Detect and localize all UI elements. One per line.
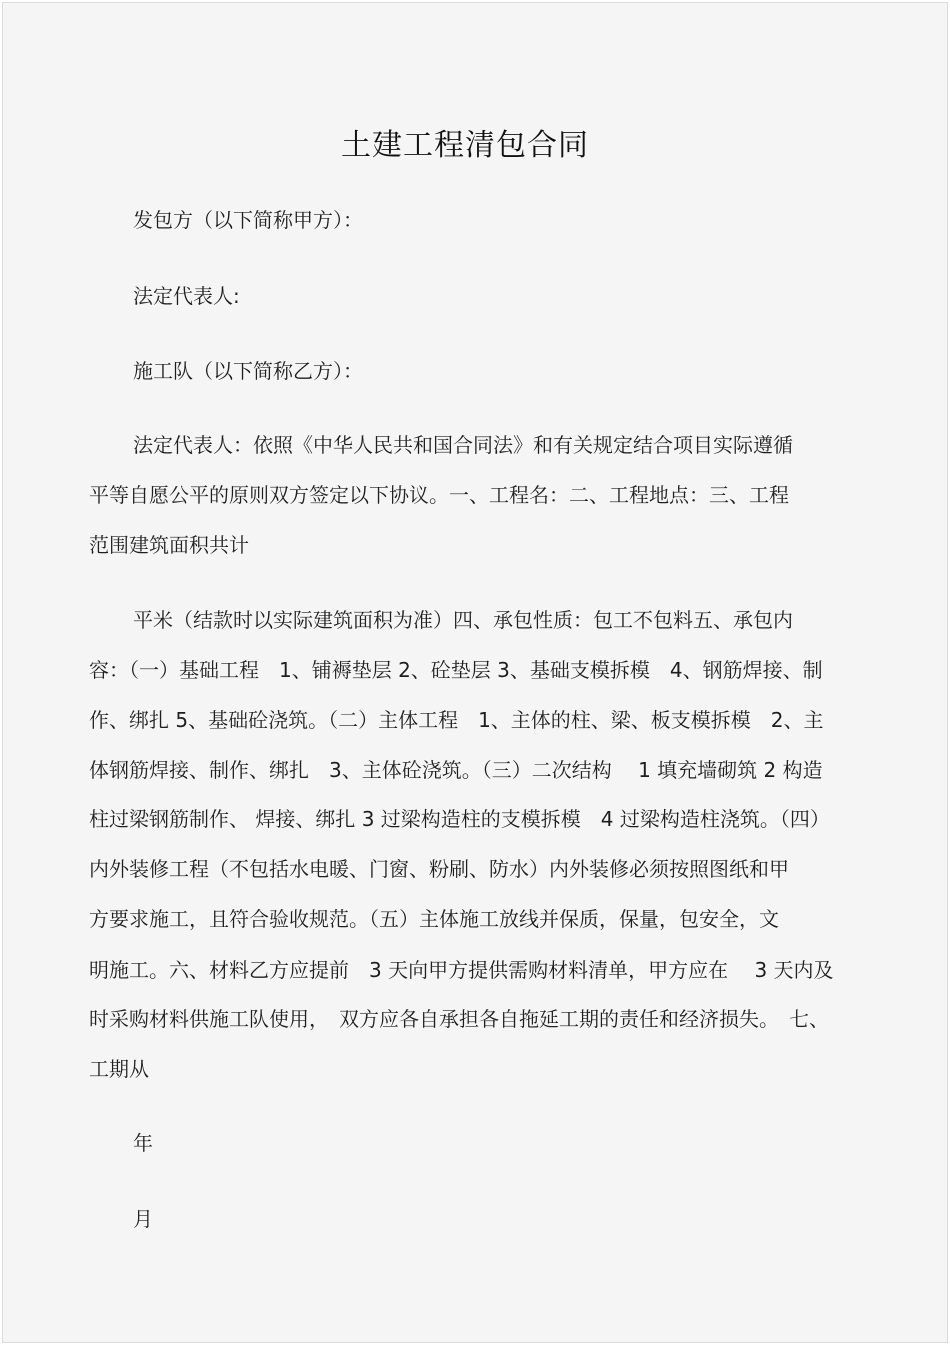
text-line: 平米（结款时以实际建筑面积为准）四、承包性质：包工不包料五、承包内 [133, 608, 793, 632]
text-line: 容：（一）基础工程 1、铺褥垫层 2、砼垫层 3、基础支模拆模 4、钢筋焊接、制 [89, 658, 823, 682]
text-line: 作、绑扎 5、基础砼浇筑。（二）主体工程 1、主体的柱、梁、板支模拆模 2、主 [89, 708, 824, 732]
text-line-year: 年 [133, 1131, 153, 1155]
text-line-month: 月 [133, 1207, 153, 1231]
text-line-legal-rep-b: 法定代表人：依照《中华人民共和国合同法》和有关规定结合项目实际遵循 [133, 433, 793, 457]
text-line-legal-rep-a: 法定代表人: [133, 284, 240, 308]
text-line: 明施工。六、材料乙方应提前 3 天向甲方提供需购材料清单，甲方应在 3 天内及 [89, 958, 834, 982]
text-line: 平等自愿公平的原则双方签定以下协议。一、工程名：二、工程地点：三、工程 [89, 483, 789, 507]
text-line: 范围建筑面积共计 [89, 533, 249, 557]
text-line: 柱过梁钢筋制作、 焊接、绑扎 3 过梁构造柱的支模拆模 4 过梁构造柱浇筑。（四） [89, 807, 830, 831]
text-line: 内外装修工程（不包括水电暖、门窗、粉刷、防水）内外装修必须按照图纸和甲 [89, 857, 789, 881]
text-line: 时采购材料供施工队使用， 双方应各自承担各自拖延工期的责任和经济损失。 七、 [89, 1007, 829, 1031]
text-line: 方要求施工，且符合验收规范。（五）主体施工放线并保质，保量，包安全，文 [89, 907, 779, 931]
page-title: 土建工程清包合同 [341, 128, 589, 163]
text-line-party-a: 发包方（以下简称甲方）： [133, 208, 363, 232]
text-line: 体钢筋焊接、制作、绑扎 3、主体砼浇筑。（三）二次结构 1 填充墙砌筑 2 构造 [89, 758, 823, 782]
text-line: 工期从 [89, 1057, 149, 1081]
text-line-party-b: 施工队（以下简称乙方）： [133, 359, 363, 383]
document-page [2, 2, 948, 1343]
